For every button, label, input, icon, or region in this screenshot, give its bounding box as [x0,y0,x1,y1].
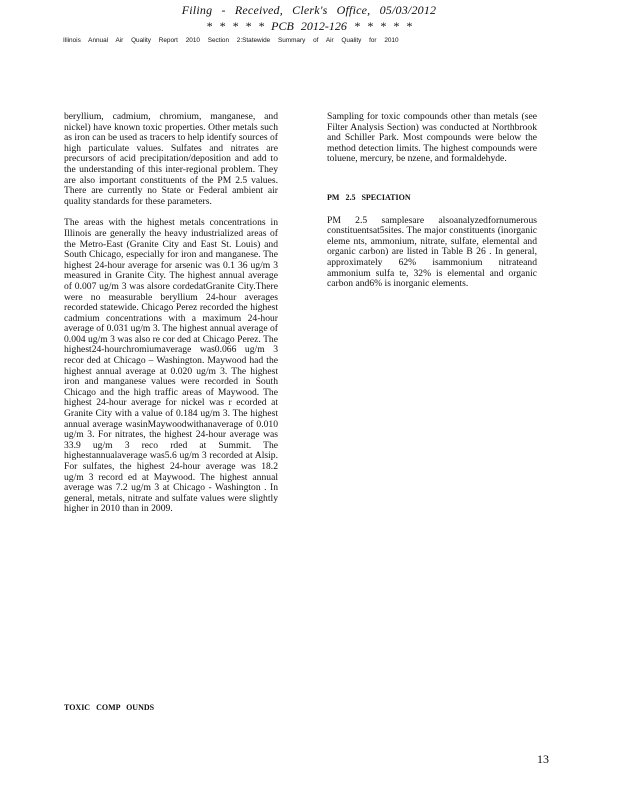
metals-results-paragraph: The areas with the highest metals concentrations in Illinois are generally the heavy industrialized areas of the Metro-East (Granite City and East St. Louis) and South Chicago, especially for iron and manganese. The highest 24-hour average for arsenic was 0.1 36 ug/m 3 measured in Granite City. The highest annual average of 0.007 ug/m 3 was alsore cordedatGranite City.There were no measurable beryllium 24-hour averages recorded statewide. Chicago Perez recorded the highest cadmium concentrations with a maximum 24-hour average of 0.031 ug/m 3. The highest annual average of 0.004 ug/m 3 was also re cor ded at Chicago Perez. The highest24-hourchromiumaverage was0.066 ug/m 3 recor ded at Chicago – Washington. Maywood had the highest annual average at 0.020 ug/m 3. The highest iron and manganese values were recorded in South Chicago and the high traffic areas of Maywood. The highest 24-hour average for nickel was r ecorded at Granite City with a value of 0.184 ug/m 3. The highest annual average wasinMaywoodwithanaverage of 0.010 ug/m 3. For nitrates, the highest 24-hour average was 33.9 ug/m 3 reco rded at Summit. The highestannualaverage was5.6 ug/m 3 recorded at Alsip. For sulfates, the highest 24-hour average was 18.2 ug/m 3 record ed at Maywood. The highest annual average was 7.2 ug/m 3 at Chicago - Washington . In general, metals, nitrate and sulfate values were slightly higher in 2010 than in 2009. [64,217,278,515]
metals-intro-paragraph: beryllium, cadmium, chromium, manganese, and nickel) have known toxic properties. Other metals such as iron can be used as tracers to help identify sources of high particulate values. Sulfates and nitrates are precursors of acid precipitation/deposition and add to the understanding of this inter-regional problem. They are also important constituents of the PM 2.5 values. There are currently no State or Federal ambient air quality standards for these parameters. [64,111,278,207]
speciation-paragraph: PM 2.5 samplesare alsoanalyzedfornumerous constituentsat5sites. The major constituents (inorganic eleme nts, ammonium, nitrate, sulfate, elemental and organic carbon) are listed in Table B 26 . In general, approximately 62% isammonium nitrateand ammonium sulfa te, 32% is elemental and organic carbon and6% is inorganic elements. [327,214,537,290]
toxic-compounds-paragraph: Sampling for toxic compounds other than metals (see Filter Analysis Section) was conducted at Northbrook and Schiller Park. Most compounds were below the method detection limits. The highest compounds were toluene, mercury, be nzene, and formaldehyde. [327,111,537,165]
filing-stamp-line1: Filing - Received, Clerk's Office, 05/03/2012 [181,3,437,17]
pm25-speciation-heading: PM 2.5 SPECIATION [327,192,411,202]
right-column [327,112,537,301]
page-number: 13 [537,752,549,766]
toxic-compounds-heading: TOXIC COMP OUNDS [64,703,155,712]
left-column [64,112,278,526]
filing-stamp-line2: * * * * * PCB 2012-126 * * * * * [206,19,412,33]
running-header: Illinois Annual Air Quality Report 2010 Section 2:Statewide Summary of Air Quality for 2010 [63,37,399,44]
